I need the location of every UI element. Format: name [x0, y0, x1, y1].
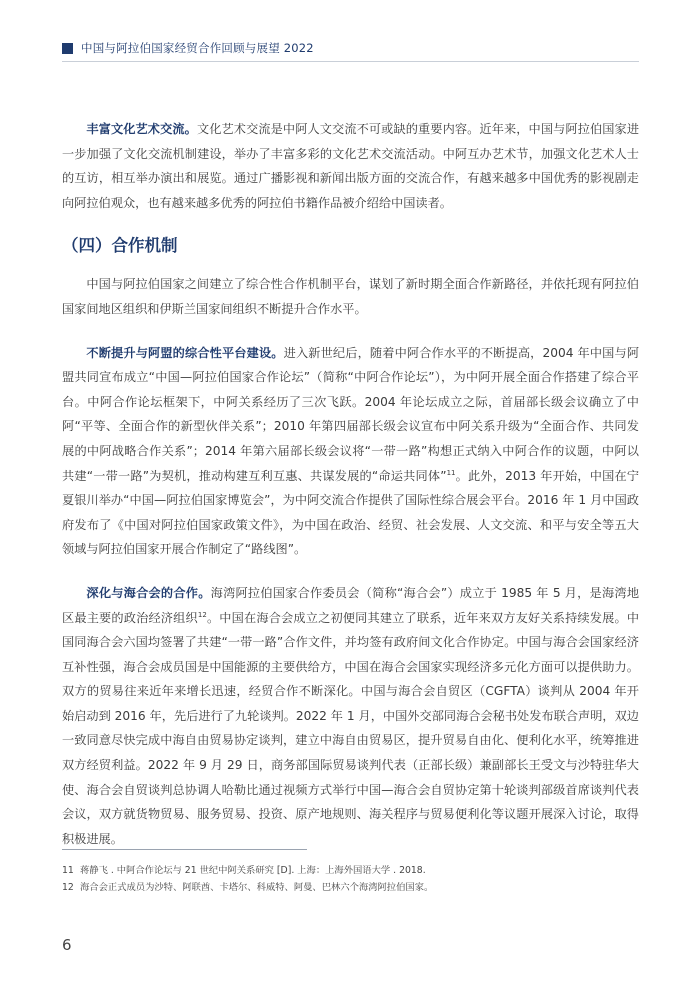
paragraph-platform	[62, 341, 639, 562]
paragraph-body-cont: 。此外，2013 年开始，中国在宁夏银川举办“中国—阿拉伯国家博览会”，为中阿交流合作提供了国际性综合展会平台。2016 年 1 月中国政府发布了《中国对阿拉伯国家政策文件》，为中国在政治、经贸、社会发展、人文交流、和平与安全等五大领域与阿拉伯国家开展合作制定了“路线图”。	[62, 468, 640, 557]
footnote-text: 海合会正式成员为沙特、阿联酋、卡塔尔、科威特、阿曼、巴林六个海湾阿拉伯国家。	[80, 882, 434, 893]
footnote-number: 11	[62, 865, 74, 876]
paragraph-body: 进入新世纪后，随着中阿合作水平的不断提高，2004 年中国与阿盟共同宣布成立“中国—阿拉伯国家合作论坛”（简称“中阿合作论坛”），为中阿开展全面合作搭建了综合平台。中阿合作论坛框架下，中阿关系经历了三次飞跃。2004 年论坛成立之际，首届部长级会议确立了中阿“平等、全面合作的新型伙伴关系”；2010 年第四届部长级会议宣布中阿关系升级为“全面合作、共同发展的中阿战略合作关系”；2014 年第六届部长级会议将“一带一路”构想正式纳入中阿合作的议题，中阿以共建“一带一路”为契机，推动构建互利互惠、共谋发展的“命运共同体”	[62, 345, 640, 483]
paragraph-body: 海湾阿拉伯国家合作委员会（简称“海合会”）成立于 1985 年 5 月，是海湾地区最主要的政治经济组织	[62, 585, 640, 625]
paragraph-intro: 中国与阿拉伯国家之间建立了综合性合作机制平台，谋划了新时期全面合作新路径，并依托现有阿拉伯国家间地区组织和伊斯兰国家间组织不断提升合作水平。	[62, 277, 639, 316]
paragraph-gcc	[62, 581, 639, 852]
paragraph-body: 文化艺术交流是中阿人文交流不可或缺的重要内容。近年来，中国与阿拉伯国家进一步加强了文化交流机制建设，举办了丰富多彩的文化艺术交流活动。中阿互办艺术节，加强文化艺术人士的互访，相互举办演出和展览。通过广播影视和新闻出版方面的交流合作，有越来越多中国优秀的影视剧走向阿拉伯观众，也有越来越多优秀的阿拉伯书籍作品被介绍给中国读者。	[62, 122, 640, 210]
paragraph-body-cont: 。中国在海合会成立之初便同其建立了联系，近年来双方友好关系持续发展。中国同海合会六国均签署了共建“一带一路”合作文件，并均签有政府间文化合作协定。中国与海合会国家经济互补性强，海合会成员国是中国能源的主要供给方，中国在海合会国家实现经济多元化方面可以提供助力。双方的贸易往来近年来增长迅速，经贸合作不断深化。中国与海合会自贸区（CGFTA）谈判从 2004 年开始启动到 2016 年，先后进行了九轮谈判。2022 年 1 月，中国外交部同海合会秘书处发布联合声明，双边一致同意尽快完成中海自由贸易协定谈判，建立中海自由贸易区，提升贸易自由化、便利化水平，统筹推进双方经贸利益。2022 年 9 月 29 日，商务部国际贸易谈判代表（正部长级）兼副部长王受文与沙特驻华大使、海合会自贸谈判总协调人哈勒比通过视频方式举行中国—海合会自贸协定第十轮谈判部级首席谈判代表会议，双方就货物贸易、服务贸易、投资、原产地规则、海关程序与贸易便利化等议题开展深入讨论，取得积极进展。	[62, 610, 640, 846]
footnotes	[62, 862, 639, 896]
paragraph-lead: 不断提升与阿盟的综合性平台建设。	[86, 345, 284, 360]
header-square-icon	[62, 43, 73, 54]
header-title: 中国与阿拉伯国家经贸合作回顾与展望 2022	[81, 41, 314, 55]
footnote-divider	[62, 849, 307, 850]
paragraph-lead: 深化与海合会的合作。	[86, 585, 211, 600]
footnote-item	[62, 862, 639, 879]
running-header	[62, 40, 314, 56]
footnote-text: 蒋静飞 . 中阿合作论坛与 21 世纪中阿关系研究 [D]. 上海：上海外国语大学 . 2018.	[80, 865, 426, 876]
paragraph-lead: 丰富文化艺术交流。	[86, 122, 197, 136]
section-heading: （四）合作机制	[62, 236, 178, 256]
footnote-marker[interactable]: 12	[197, 610, 207, 619]
paragraph-culture	[62, 117, 639, 215]
footnote-marker[interactable]: 11	[446, 468, 456, 477]
header-divider	[62, 61, 639, 62]
footnote-number: 12	[62, 882, 74, 893]
main-content	[62, 117, 639, 870]
page-number: 6	[62, 936, 72, 954]
footnote-item	[62, 879, 639, 896]
